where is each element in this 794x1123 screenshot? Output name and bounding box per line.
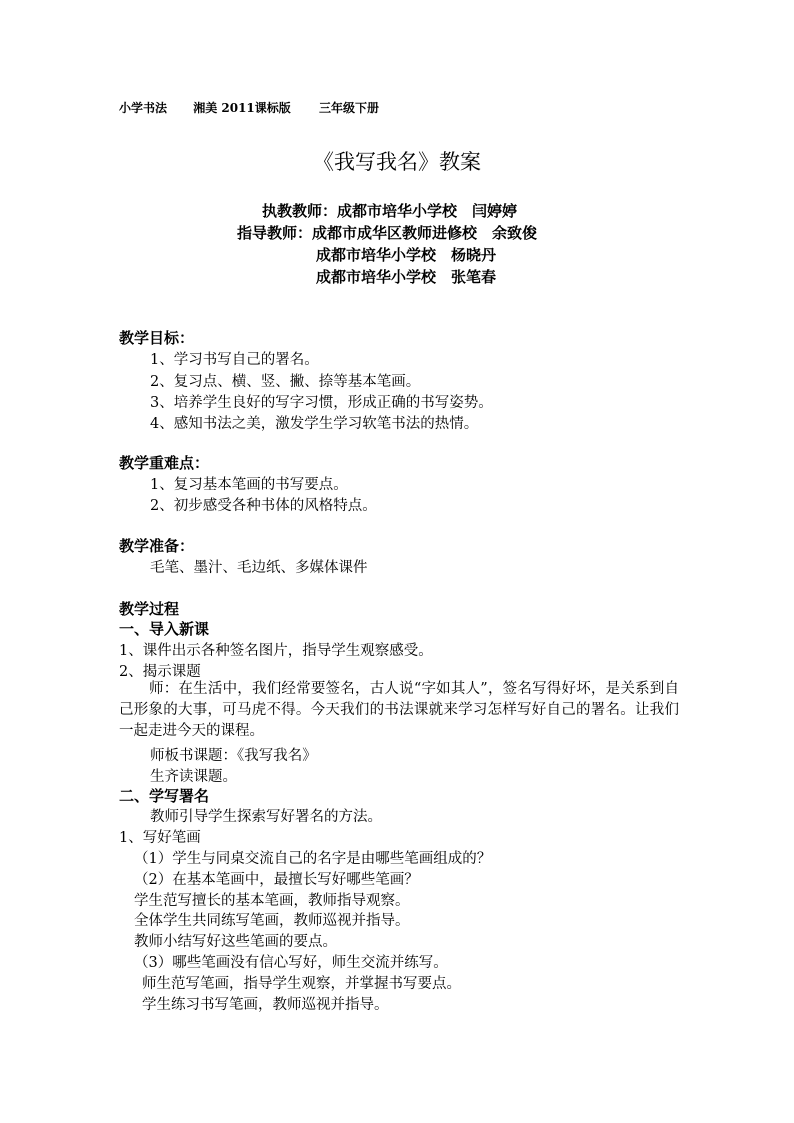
process-heading: 教学过程: [119, 600, 180, 618]
part2-answer-3: 教师小结写好这些笔画的要点。: [134, 934, 337, 950]
part1-heading: 一、导入新课: [119, 620, 210, 638]
part1-read: 生齐读课题。: [150, 769, 237, 785]
part2-intro: 教师引导学生探索写好署名的方法。: [150, 809, 382, 825]
part2-answer-5: 学生练习书写笔画，教师巡视并指导。: [142, 997, 389, 1013]
part1-step1: 1、课件出示各种签名图片，指导学生观察感受。: [119, 643, 433, 659]
document-header: [119, 99, 379, 116]
objective-item: 2、复习点、横、竖、撇、捺等基本笔画。: [150, 374, 421, 390]
part2-answer-4: 师生范写笔画，指导学生观察，并掌握书写要点。: [142, 976, 461, 992]
objective-item: 4、感知书法之美，激发学生学习软笔书法的热情。: [150, 416, 479, 432]
teacher-line-3: 成都市培华小学校 杨晓丹: [316, 246, 497, 264]
part2-question-1: （1）学生与同桌交流自己的名字是由哪些笔画组成的？: [134, 851, 492, 867]
part1-paragraph: 师：在生活中，我们经常要签名，古人说“字如其人”，签名写得好坏，是关系到自己形象的大事，可马虎不得。今天我们的书法课就来学习怎样写好自己的署名。让我们一起走进今天的课程。: [119, 681, 679, 739]
part2-answer-1: 学生范写擅长的基本笔画，教师指导观察。: [134, 893, 410, 909]
key-point-item: 2、初步感受各种书体的风格特点。: [150, 498, 377, 514]
header-subject: 小学书法: [119, 101, 168, 115]
key-point-item: 1、复习基本笔画的书写要点。: [150, 477, 348, 493]
objective-item: 1、学习书写自己的署名。: [150, 352, 319, 368]
teacher-line-4: 成都市培华小学校 张笔春: [316, 268, 497, 286]
preparation-text: 毛笔、墨汁、毛边纸、多媒体课件: [150, 560, 368, 576]
header-edition: 湘美 2011课标版: [193, 101, 291, 115]
part2-heading: 二、学写署名: [119, 787, 210, 805]
document-title: 《我写我名》教案: [313, 150, 481, 174]
key-points-heading: 教学重难点：: [119, 454, 210, 472]
objective-item: 3、培养学生良好的写字习惯，形成正确的书写姿势。: [150, 395, 493, 411]
part1-board: 师板书课题：《我写我名》: [150, 748, 317, 764]
part1-step2: 2、揭示课题: [119, 664, 201, 680]
teacher-line-2: 指导教师：成都市成华区教师进修校 余致俊: [237, 224, 538, 242]
preparation-heading: 教学准备：: [119, 537, 195, 555]
part2-question-3: （3）哪些笔画没有信心写好，师生交流并练写。: [134, 955, 448, 971]
teacher-line-1: 执教教师：成都市培华小学校 闫婷婷: [262, 202, 518, 220]
part2-question-2: （2）在基本笔画中，最擅长写好哪些笔画？: [134, 872, 419, 888]
header-grade: 三年级下册: [318, 101, 379, 115]
objectives-heading: 教学目标：: [119, 329, 195, 347]
part2-step1: 1、写好笔画: [119, 830, 201, 846]
part2-answer-2: 全体学生共同练写笔画，教师巡视并指导。: [134, 913, 410, 929]
